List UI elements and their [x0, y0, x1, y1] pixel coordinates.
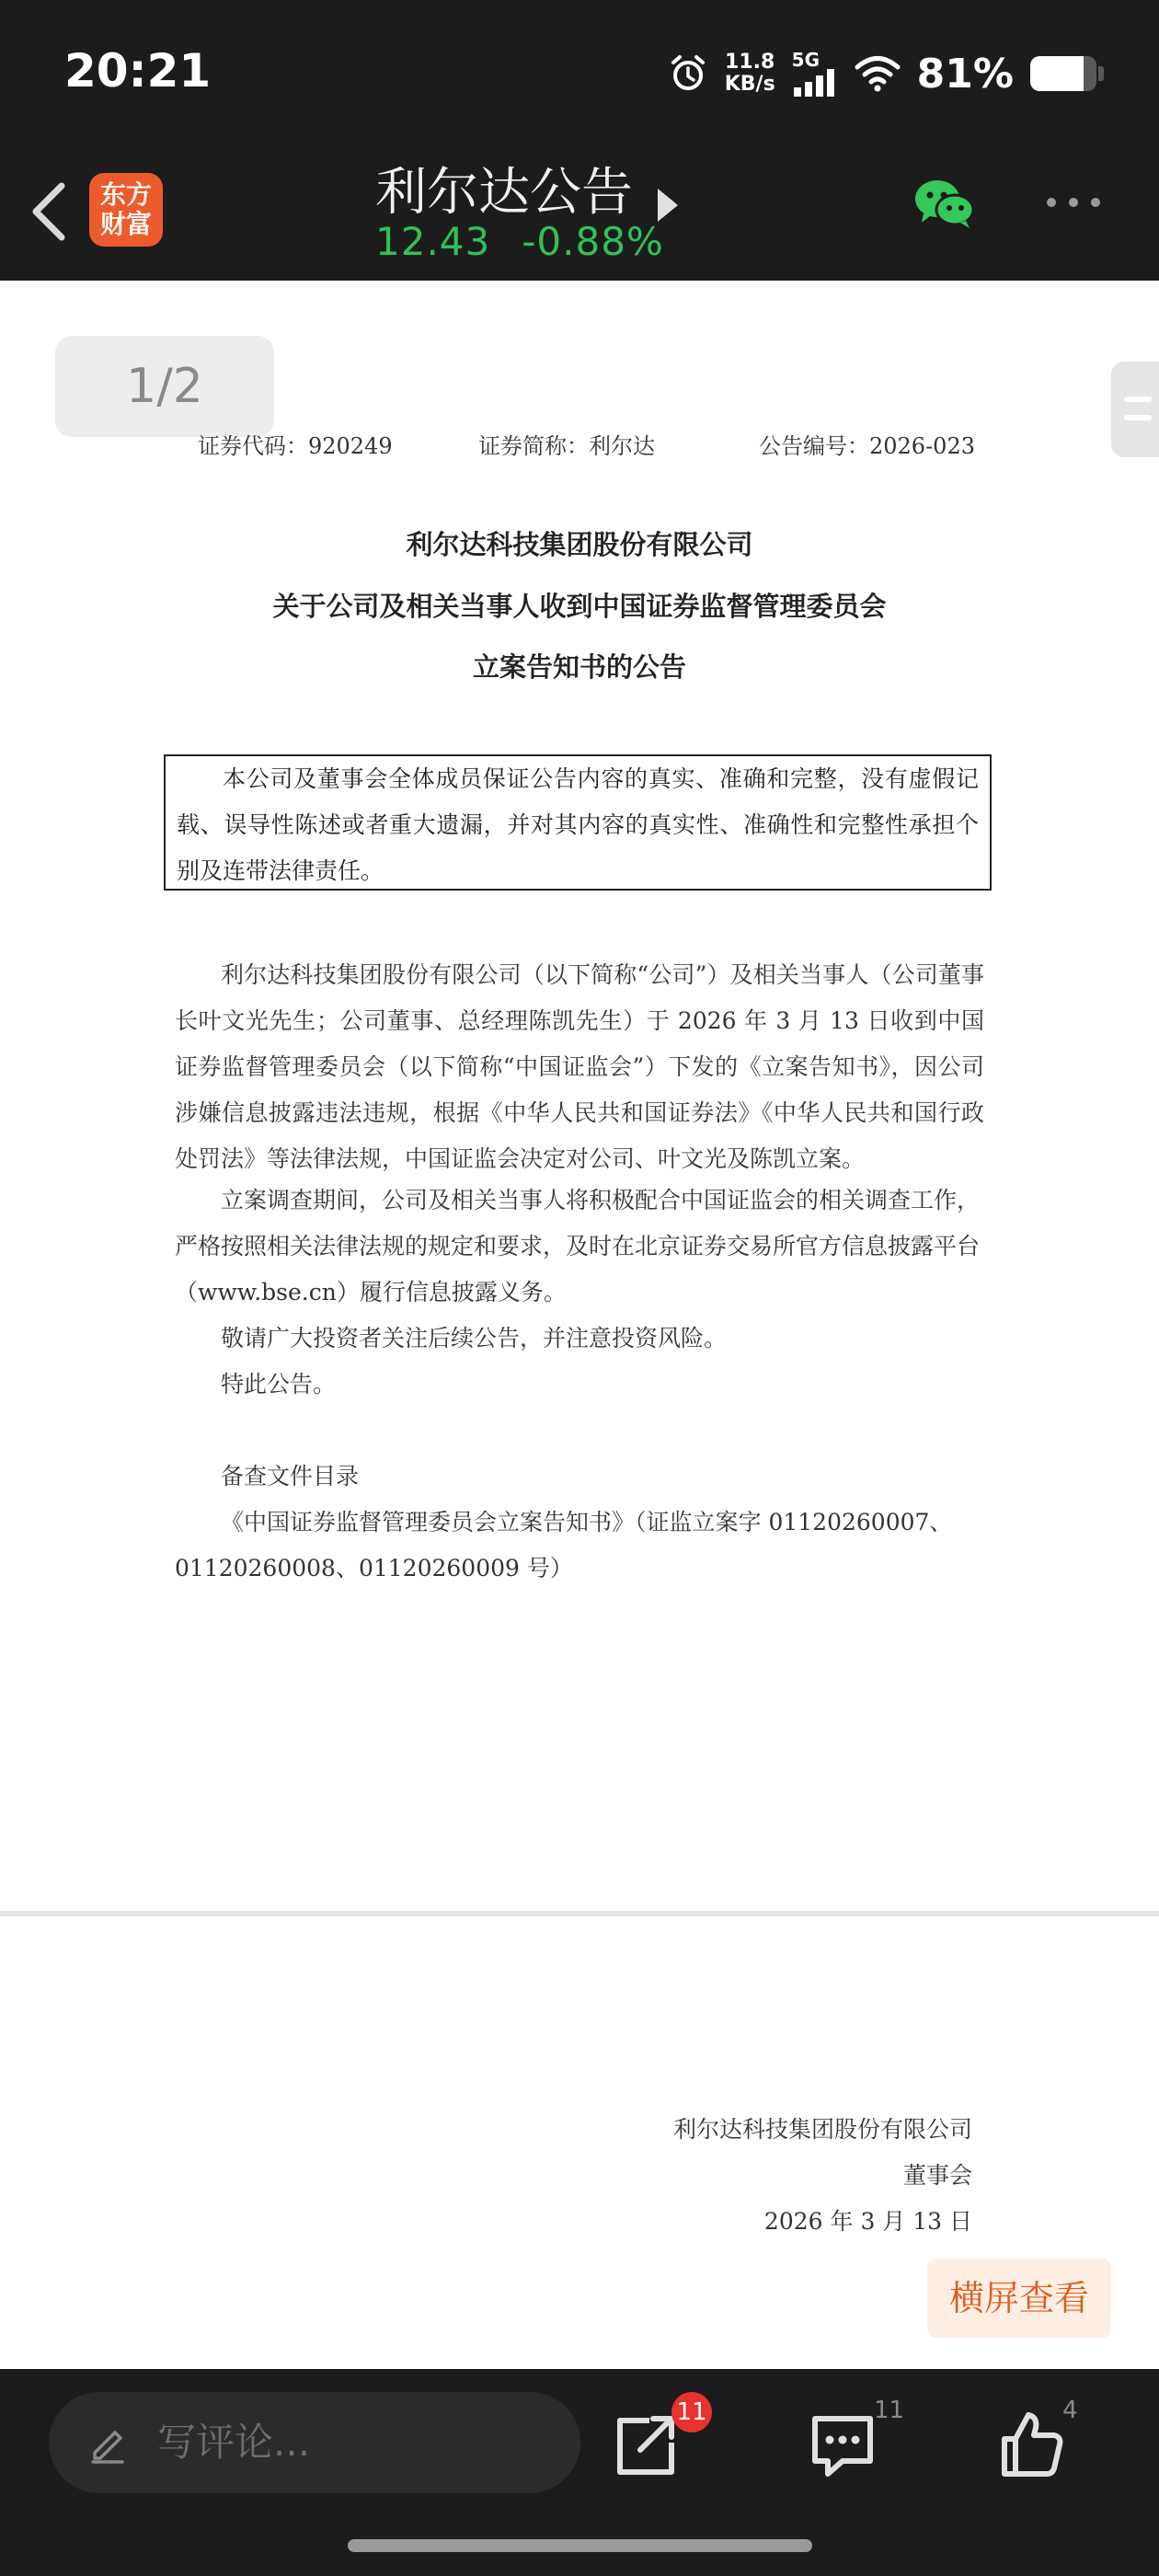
signature-company: 利尔达科技集团股份有限公司: [672, 2116, 972, 2143]
battery-fill: [1030, 56, 1084, 91]
status-bar: [0, 0, 1159, 147]
notice-number: 公告编号：2026-023: [759, 433, 975, 459]
net-speed-unit: KB/s: [724, 73, 775, 96]
status-time: 20:21: [64, 44, 212, 98]
body-paragraph-1: [175, 952, 984, 1182]
doc-title-line-2: 关于公司及相关当事人收到中国证券监督管理委员会: [272, 591, 887, 622]
document-viewer[interactable]: [0, 281, 1159, 2369]
signature-date: 2026 年 3 月 13 日: [763, 2208, 972, 2235]
share-badge: 11: [671, 2392, 712, 2432]
share-icon[interactable]: [609, 2408, 683, 2481]
page-divider: [0, 1911, 1159, 1916]
quote-expand-icon[interactable]: [658, 189, 678, 222]
stock-change: -0.88%: [522, 219, 664, 264]
thumbs-up-icon[interactable]: [995, 2408, 1069, 2481]
doc-title-line-3: 立案告知书的公告: [472, 651, 686, 683]
app-logo: [89, 173, 163, 247]
battery-percent: 81%: [916, 50, 1014, 98]
bottom-action-bar: [0, 2369, 1159, 2576]
like-count: 4: [1062, 2397, 1078, 2424]
side-drawer-handle[interactable]: [1111, 362, 1159, 457]
net-speed: [725, 52, 775, 96]
more-menu-icon[interactable]: [1047, 198, 1100, 207]
page-indicator: 1/2: [55, 336, 274, 437]
body-paragraph-2-line-3: （www.bse.cn）履行信息披露义务。: [175, 1279, 567, 1305]
signal-group: [792, 51, 838, 97]
reference-line-2: 01120260008、01120260009 号）: [175, 1555, 573, 1581]
home-indicator[interactable]: [348, 2539, 812, 2552]
header-bar: [0, 147, 1159, 281]
stock-quote: [375, 219, 695, 264]
status-icons: [668, 46, 1104, 101]
body-paragraph-4: 特此公告。: [221, 1371, 337, 1397]
stock-price: 12.43: [375, 219, 491, 264]
reference-line-1: 《中国证券监督管理委员会立案告知书》（证监立案字 01120260007、: [221, 1509, 953, 1535]
paragraph-text: 利尔达科技集团股份有限公司（以下简称“公司”）及相关当事人（公司董事长叶文光先生；公司董事、总经理陈凯先生）于 2026 年 3 月 13 日收到中国证券监督管理委员会（以下简称“中国证监会”）下发的《立案告知书》，因公司涉嫌信息披露违法违规，根据《中华人民共和国证券法》《中华人民共和国行政处罚法》等法律法规，中国证监会决定对公司、叶文光及陈凯立案。: [175, 961, 984, 1172]
network-type: 5G: [791, 49, 820, 71]
page-title: 利尔达公告: [375, 163, 633, 223]
security-short-name: 证券简称：利尔达: [478, 433, 655, 459]
wifi-icon: [855, 55, 901, 92]
net-speed-value: 11.8: [725, 51, 775, 74]
disclaimer-box: [164, 754, 992, 891]
comment-input[interactable]: [49, 2392, 580, 2493]
body-paragraph-2-line-1: 立案调查期间，公司及相关当事人将积极配合中国证监会的相关调查工作，: [221, 1187, 981, 1213]
comment-icon[interactable]: [806, 2408, 879, 2481]
alarm-icon: [668, 53, 708, 94]
reference-heading: 备查文件目录: [221, 1463, 360, 1489]
wechat-share-icon[interactable]: [912, 177, 977, 232]
battery-icon: [1030, 56, 1096, 91]
comment-placeholder: 写评论...: [157, 2420, 311, 2465]
logo-line-2: 财富: [99, 209, 152, 239]
back-arrow-icon[interactable]: [23, 175, 78, 248]
pencil-icon: [87, 2423, 128, 2464]
disclaimer-text: 本公司及董事会全体成员保证公告内容的真实、准确和完整，没有虚假记载、误导性陈述或者重大遗漏，并对其内容的真实性、准确性和完整性承担个别及连带法律责任。: [177, 765, 979, 884]
body-paragraph-2-line-2: 严格按照相关法律法规的规定和要求，及时在北京证券交易所官方信息披露平台: [175, 1233, 981, 1259]
comment-count: 11: [874, 2397, 905, 2424]
landscape-view-button[interactable]: 横屏查看: [927, 2259, 1111, 2338]
body-paragraph-3: 敬请广大投资者关注后续公告，并注意投资风险。: [221, 1325, 728, 1351]
battery-tip: [1098, 66, 1104, 81]
logo-line-1: 东方: [99, 179, 152, 210]
signature-board: 董事会: [902, 2162, 972, 2189]
doc-title-line-1: 利尔达科技集团股份有限公司: [406, 529, 753, 560]
signal-icon: [792, 69, 838, 97]
security-code: 证券代码：920249: [198, 433, 393, 459]
